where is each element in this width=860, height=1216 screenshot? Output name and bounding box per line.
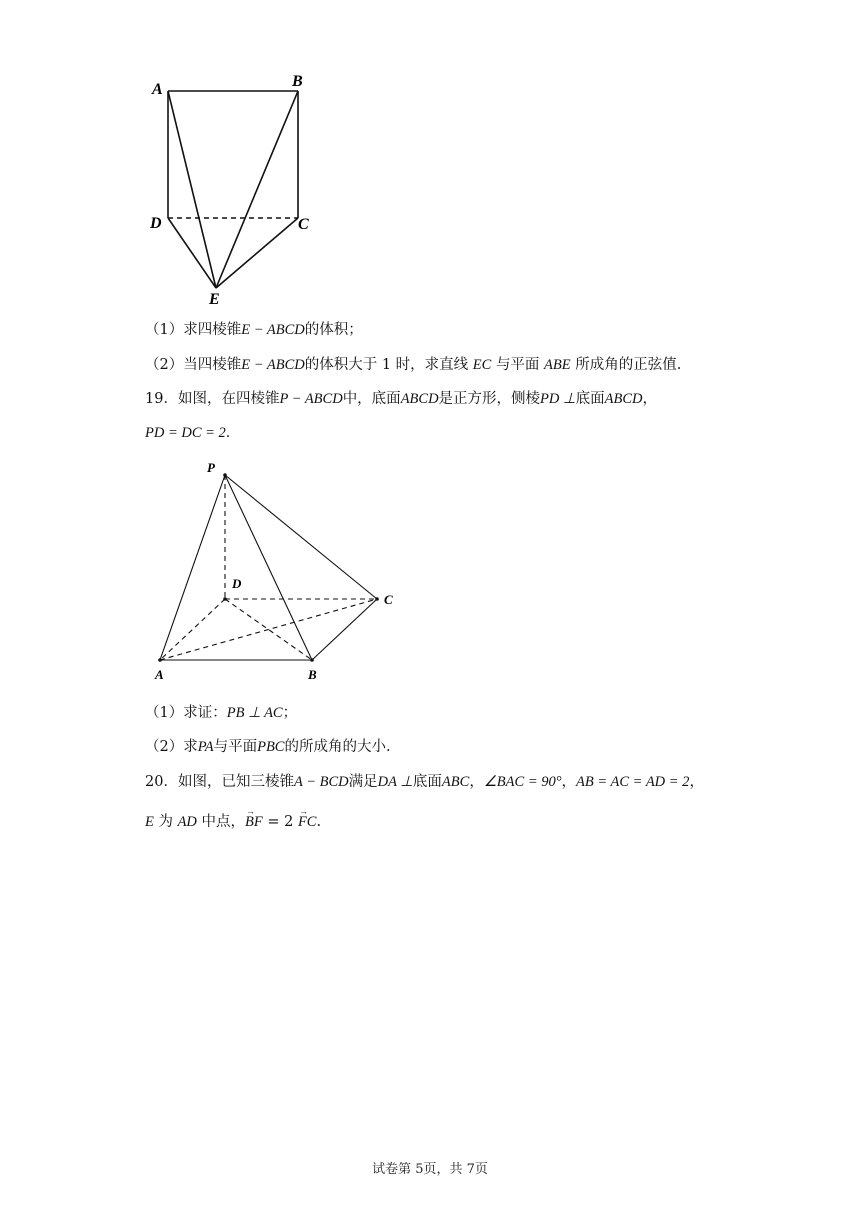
edge-pc bbox=[225, 475, 377, 599]
label-p: P bbox=[207, 460, 215, 475]
edge-de bbox=[168, 218, 216, 288]
label-d: D bbox=[232, 576, 242, 591]
label-d: D bbox=[150, 215, 162, 232]
q19-stem-line2: PD = DC = 2． bbox=[145, 425, 241, 441]
q19-part2: （2）求PA与平面PBC的所成角的大小. bbox=[145, 739, 391, 755]
vector-bf: → BF bbox=[245, 812, 263, 832]
edge-ce bbox=[216, 218, 298, 288]
q19-stem-line1: 19．如图，在四棱锥P − ABCD中，底面ABCD是正方形，侧棱PD ⊥底面ABCD， bbox=[145, 391, 657, 407]
label-a: A bbox=[155, 667, 164, 682]
label-c: C bbox=[384, 592, 393, 607]
page-footer: 试卷第 5页，共 7页 bbox=[372, 1162, 488, 1177]
q18-part2: （2）当四棱锥E − ABCD的体积大于 1 时，求直线 EC 与平面 ABE 所成角的正弦值. bbox=[145, 357, 682, 373]
label-e: E bbox=[209, 291, 220, 308]
q20-stem-line2: E 为 AD 中点，→ BF = 2 → FC. bbox=[145, 812, 321, 832]
q20-stem-line1: 20．如图，已知三棱锥A − BCD满足DA ⊥底面ABC，∠BAC = 90°，AB = AC = AD = 2， bbox=[145, 774, 704, 790]
label-c: C bbox=[298, 216, 309, 233]
edge-be bbox=[216, 91, 298, 288]
label-b: B bbox=[292, 73, 303, 90]
vector-fc: → FC bbox=[298, 812, 317, 832]
figure-pyramid-p-abcd bbox=[145, 455, 415, 685]
figure-pyramid-e-abcd bbox=[140, 70, 330, 310]
label-b: B bbox=[308, 667, 317, 682]
edge-pb bbox=[225, 475, 312, 660]
q18-part1: （1）求四棱锥E − ABCD的体积； bbox=[145, 322, 363, 338]
q19-part1: （1）求证：PB ⊥ AC； bbox=[145, 705, 298, 721]
edge-pa bbox=[160, 475, 225, 660]
edge-da bbox=[160, 599, 225, 660]
label-a: A bbox=[152, 81, 163, 98]
edge-ae bbox=[168, 91, 216, 288]
